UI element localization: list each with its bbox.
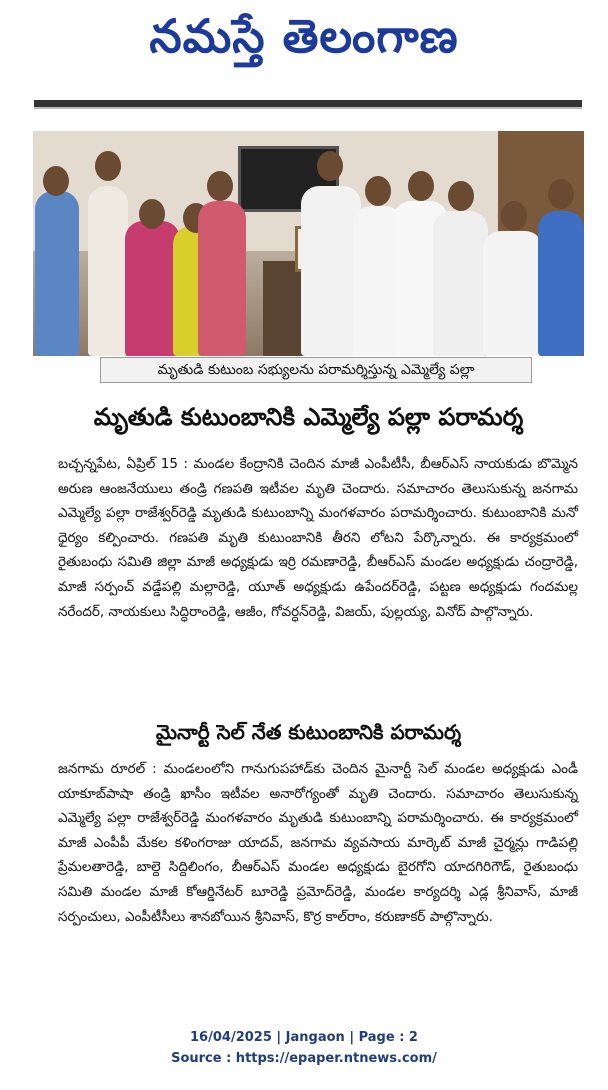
article-1-body: బచ్చన్నపేట, ఏప్రిల్ 15 : మండల కేంద్రానికి చెందిన మాజీ ఎంపీటీసీ, బీఆర్ఎస్ నాయకుడు బొమ్మెన అరుణ ఆంజనేయులు తండ్రి గణపతి ఇటీవల మృతి చెందారు. సమాచారం తెలుసుకున్న జనగామ ఎమ్మెల్యే పల్లా రాజేశ్వర్‌రెడ్డి మృతుడి కుటుంబాన్ని మంగళవారం పరామర్శించారు. కుటుంబానికి మనో ధైర్యం కల్పించారు. గణపతి మృతి కుటుంబానికి తీరని లోటని పేర్కొన్నారు. ఈ కార్యక్రమంలో రైతుబంధు సమితి జిల్లా మాజీ అధ్యక్షుడు ఇర్రి రమణారెడ్డి, బీఆర్ఎస్ మండల అధ్యక్షుడు చంద్రారెడ్డి, మాజీ సర్పంచ్ వడ్డేపల్లి మల్లారెడ్డి, యూత్ అధ్యక్షుడు ఉపేందర్‌రెడ్డి, పట్టణ అధ్యక్షుడు గందమల్ల నరేందర్, నాయకులు సిద్ధిరాంరెడ్డి, ఆజీం, గోవర్ధన్‌రెడ్డి, విజయ్, పుల్లయ్య, వినోద్ పాల్గొన్నారు. [58, 456, 578, 620]
headline-article-1: మృతుడి కుటుంబానికి ఎమ్మెల్యే పల్లా పరామర్శ [93, 403, 524, 431]
masthead-rule [34, 100, 582, 109]
masthead [0, 0, 608, 96]
article-2-body: జనగామ రూరల్ : మండలంలోని గానుగుపహాడ్‌కు చెందిన మైనార్టీ సెల్ మండల అధ్యక్షుడు ఎండీ యాకూబ్‌పాషా తండ్రి ఖాసీం ఇటీవల అనారోగ్యంతో మృతి చెందారు. సమాచారం తెలుసుకున్న ఎమ్మెల్యే పల్లా రాజేశ్వర్‌రెడ్డి మంగళవారం మృతుడి కుటుంబాన్ని పరామర్శించారు. ఈ కార్యక్రమంలో మాజీ ఎంపీపీ మేకల కళింగరాజు యాదవ్, జనగామ వ్యవసాయ మార్కెట్ మాజీ చైర్మన్లు గాడిపల్లి ప్రేమలతారెడ్డి, బాల్దె సిద్దిలింగం, బీఆర్ఎస్ మండల అధ్యక్షుడు బైరగోని యాదగిరిగౌడ్, రైతుబంధు సమితి మండల మాజీ కోఆర్డినేటర్ బూరెడ్డి ప్రమోద్‌రెడ్డి, మండల కార్యదర్శి ఎడ్ల శ్రీనివాస్, మాజీ సర్పంచులు, ఎంపీటీసీలు శానబోయిన శ్రీనివాస్, కొర్ర కాల్‌రాం, కరుణాకర్ పాల్గొన్నారు. [58, 761, 578, 925]
source-link[interactable]: Source : https://epaper.ntnews.com/ [171, 1051, 437, 1066]
headline-article-2: మైనార్టీ సెల్ నేత కుటుంబానికి పరామర్శ [155, 720, 462, 744]
news-photo [33, 131, 584, 356]
photo-caption: మృతుడి కుటుంబ సభ్యులను పరామర్శిస్తున్న ఎమ్మెల్యే పల్లా [100, 357, 532, 383]
newspaper-logo: నమస్తే తెలంగాణ [149, 9, 459, 63]
edition-info: 16/04/2025 | Jangaon | Page : 2 [190, 1030, 418, 1045]
